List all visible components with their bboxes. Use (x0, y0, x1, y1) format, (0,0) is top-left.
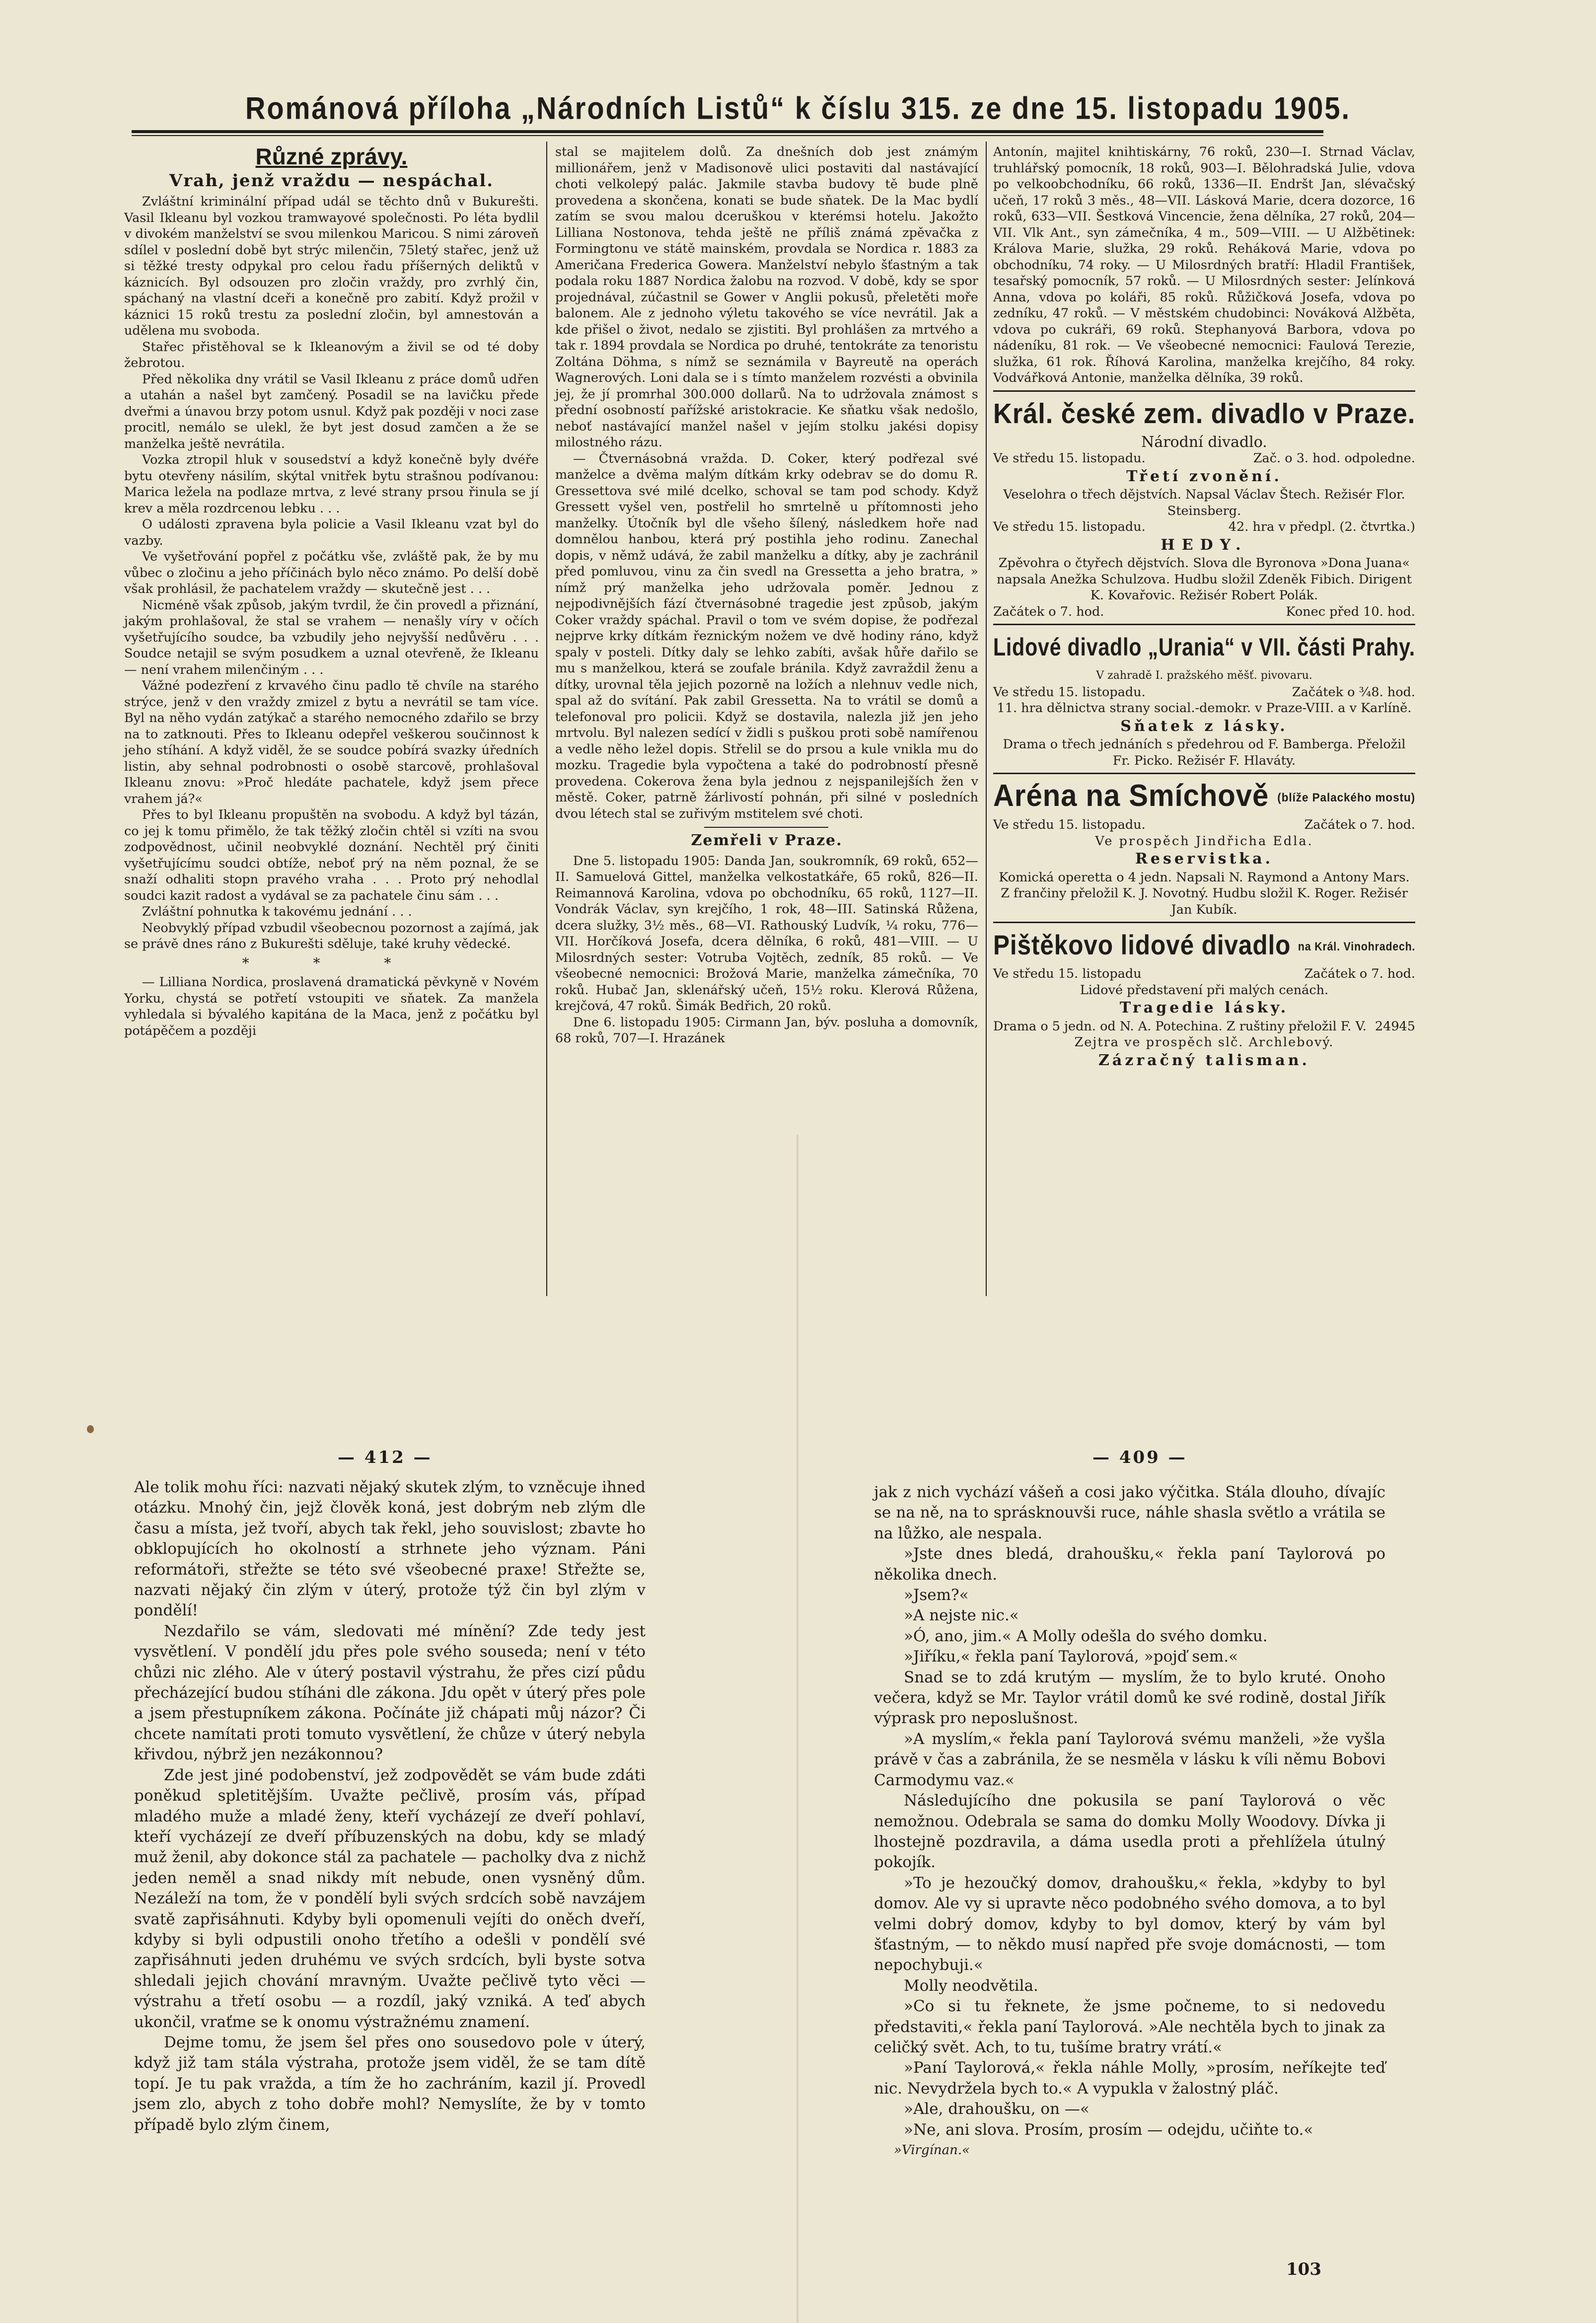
ad-code: 24945 (1375, 1018, 1415, 1034)
theatre-location: na Král. Vinohradech. (1298, 940, 1416, 954)
paragraph: Zvláštní kriminální případ udál se těchto dnů v Bukurešti. Vasil Ikleanu byl vozkou tramwayové společnosti. Po léta bydlil v divokém manželství se svou milenkou Maricou. S nimi zároveň sdílel v poslední době byt strýc milenčin, 75letý stařec, jenž už si těžké tresty odpykal pro celou řadu příšerných deliktů v káznicích. Byl odsouzen pro zločin vraždy, pro zvrhlý čin, spáchaný na vlastní dceři a konečně pro zabití. Když prožil v káznici 15 roků trestu za poslední zločin, byl amnestován a udělena mu svoboda. (124, 194, 539, 338)
paragraph: Dne 6. listopadu 1905: Cirmann Jan, býv. posluha a domovník, 68 roků, 707—I. Hrazánek (555, 1015, 978, 1046)
paragraph: Vozka ztropil hluk v sousedství a když konečně byly dvéře bytu otevřeny násilím, skýtal vnitřek bytu strašnou podívanou: Marica ležela na podlaze mrtva, z levé strany prsou řinula se jí krev a měla rozdrcenou lebku . . . (124, 452, 539, 516)
paragraph: — Čtvernásobná vražda. D. Coker, který podřezal své manželce a dvěma malým dítkám krky odebrav se do domu R. Gressettova své milé dcelko, schoval se tam pod schody. Když Gressett vyšel ven, postřelil ho smrtelně u přítomnosti jeho manželky. Útočník byl dle všeho šílený, následkem hoře nad domnělou hanbou, která prý postihla jeho rodinu. Zanechal dopis, v němž udává, že zabil manželku a dítky, aby je zachránil před pomluvou, vinu za čin svedl na Gressetta a jeho bratra, » nímž prý manželka jeho udržovala poměr. Jednou z nejpodivnějších fází čtvernásobné tragedie jest způsob, jakým Coker vraždy spáchal. Pravil o tom ve svém dopise, že podřezal nejprve krky dítkám řeznickým nožem ve dvě hodiny ráno, když spaly v posteli. Dítky daly se lehko zabíti, avšak hůře dařilo se mu s manželkou, která se zoufale bránila. Když zavraždil ženu a dítky, urovnal těla jejich pozorně na ložích a nlehnuv vedle nich, spal až do svítání. Pak zabil Gressetta. Na to vrátil se domů a telefonoval pro policii. Když se dostavila, nalezla již jen jeho mrtvolu. Byl nalezen sedící v židli s puškou proti sobě namířenou a vedle něho ležel dopis. Střelil se do prsou a kule vnikla mu do mozku. Tragedie byla vypočtena a také do podrobností přesně provedena. Cokerova žena byla jednou z nejspanilejších žen v městě. Coker, patrně žárlivostí pohnán, při silné v posledních dvou létech stal se zuřivým mstitelem své choti. (555, 451, 978, 821)
header-rule (132, 130, 1323, 133)
paragraph: O události zpravena byla policie a Vasil Ikleanu vzat byl do vazby. (124, 517, 539, 548)
divider (704, 827, 828, 828)
end-text: Konec před 10. hod. (1286, 604, 1415, 619)
theatre-subtitle: Národní divadlo. (1141, 433, 1267, 451)
section-separator-stars: * * * (242, 954, 421, 971)
paragraph: »Paní Taylorová,« řekla náhle Molly, »prosím, neříkejte teď nic. Nevydržela bych to.« A vypukla v žalostný pláč. (874, 2059, 1385, 2098)
article-title: Vrah, jenž vraždu — nespáchal. (169, 170, 494, 191)
play-description: Drama o 5 jedn. od N. A. Potechina. Z ruštiny přeložil F. V. (993, 1018, 1367, 1034)
program-line (993, 1018, 1415, 1035)
paragraph: jak z nich vychází vášeň a cosi jako výčitka. Stála dlouho, dívajíc se na ně, na to sprásknouvši ruce, náhle shasla světlo a vrátila se na lůžko, ale nespala. (874, 1483, 1385, 1542)
left-page-text (134, 1477, 646, 2135)
paragraph: »Ale, drahoušku, on —« (904, 2100, 1089, 2118)
right-page-number: — 409 — (1092, 1448, 1187, 1467)
column-divider-2 (986, 142, 987, 1296)
program-note: Lidové představení při malých cenách. (1080, 982, 1329, 998)
paragraph: Zde jest jiné podobenství, jež zodpovědět se vám bude zdáti poněkud spletitějším. Uvažte pečlivě, prosím vás, případ mladého muže a mladé ženy, kteří vycházejí ze dveří pohlaví, kteří vycházejí ze dveří příbuzenských na dobu, kdy se mladý muž ženil, aby dokonce stál za pachatele — pacholky dva z nichž jeden neměl a snad nikdy mít nebude, onen vysněný dům. Nezáleží na tom, že v pondělí byli svých srdcích sobě navzájem svatě zapřisáhnuti. Kdyby byli opomenuli vejíti do oněch dveří, kdyby si byli odpustili onoho třetího a odešli v pondělí své zapřisáhnuti jeden druhému ve svých srdcích, byli byste sotva shledali jejich chování mravným. Uvažte pečlivě tyto věci — výstrahu a třetí osobu — a rozdíl, jaký vzniká. A teď abych ukončil, vraťme se k onomu výstražnému znamení. (134, 1766, 646, 2031)
paragraph: Před několika dny vrátil se Vasil Ikleanu z práce domů udřen a utahán a našel byt zamčený. Posadil se na lavičku přede dveřmi a únavou brzy potom usnul. Když pak později v noci zase procitl, nemálo se ulekl, že byt jest dosud zamčen a že se manželka ještě nevrátila. (124, 371, 539, 451)
divider (993, 390, 1415, 392)
theatre-location: (blíže Palackého mostu) (1277, 791, 1416, 804)
paragraph: »Jiříku,« řekla paní Taylorová, »pojď sem.« (904, 1648, 1238, 1666)
left-page-number: — 412 — (338, 1448, 433, 1467)
paragraph: Stařec přistěhoval se k Ikleanovým a živil se od té doby žebrotou. (124, 339, 539, 370)
next-show-text: Zejtra ve prospěch slč. Archlebový. (1074, 1035, 1334, 1050)
paragraph: Přes to byl Ikleanu propuštěn na svobodu. A když byl tázán, co jej k tomu přimělo, že tak těžký zločin chtěl si vzíti na svou zodpovědnost, učinil neobvyklé doznání. Nechtěl prý činiti vyšetřujícímu soudci obtíže, neboť prý na něm poznal, že se snaží odhaliti stopn pravého vraha . . . Proto prý nehodlal soudci kazit radost a vydával se za pachatele činu sám . . . (124, 807, 539, 903)
ink-spot (87, 1425, 94, 1433)
program-line (993, 966, 1415, 982)
paragraph: Zvláštní pohnutka k takovému jednání . . . (142, 904, 412, 919)
page-fold (797, 1135, 798, 2323)
date-text: Ve středu 15. listopadu (993, 966, 1142, 981)
start-text: Začátek o 7. hod. (993, 604, 1104, 619)
paragraph: Ve vyšetřování popřel z počátku vše, zvláště pak, že by mu vůbec o zločinu a jeho příčinách bylo něco známo. Po delší době však prohlásil, že pachatelem vraždy — skutečně jest . . . (124, 549, 539, 596)
paragraph: Ale tolik mohu říci: nazvati nějaký skutek zlým, to vzněcuje ihned otázku. Mnohý čin, jejž člověk koná, jest dobrým neb zlým dle času a místa, jež tvoří, abych tak řekl, jeho souvislost; zbavte ho obklopujících ho okolností a strhnete jeho význam. Páni reformátoři, střežte se této své všeobecné praxe! Střežte se, nazvati nějaký čin zlým v úterý, protože týž čin byl zlým v pondělí! (134, 1478, 646, 1620)
paragraph: Nicméně však způsob, jakým tvrdil, že čin provedl a přiznání, jakým prohlašoval, že stal se vrahem — nenašly víry v očích vyšetřujícího soudce, ba vzbudily jeho nejvyšší nedůvěru . . . Soudce netajil se svým posudkem a uznal otevřeně, že Ikleanu — není vrahem milenčiným . . . (124, 597, 539, 677)
paragraph: Nezdařilo se vám, sledovati mé mínění? Zde tedy jest vysvětlení. V pondělí jdu přes pole svého souseda; není v této chůzi nic zlého. Ale v úterý postavil výstrahu, že přes cizí půdu přecházející budou stíháni dle zákona. Jdu opět v úterý přes pole a jsem přestupníkem zákona. Počínáte již chápati můj názor? Či chcete namítati proti tomuto vysvětlení, že chůze v úterý nebyla křivdou, nýbrž jen nezákonnou? (134, 1622, 646, 1764)
play-description: Zpěvohra o čtyřech dějstvích. Slova dle Byronova »Dona Juana« napsala Anežka Schulzova. Hudbu složil Zdeněk Fibich. Dirigent K. Kovařovic. Režisér Robert Polák. (997, 556, 1412, 603)
date-text: Ve středu 15. listopadu. (993, 684, 1146, 700)
paragraph: »Jste dnes bledá, drahoušku,« řekla paní Taylorová po několika dnech. (874, 1545, 1385, 1584)
paragraph: Vážné podezření z krvavého činu padlo tě chvíle na starého strýce, jenž v den vraždy zmizel z bytu a nevrátil se tam více. Byl na něho vydán zatýkač a starého nemocného zdařilo se brzy na to zatknouti. Přes to Ikleanu odepřel veškerou součinnost k jeho stíhání. A když viděl, že se soudce pobírá svazky úředních listin, aby sehnal podrobnosti o osobě starcově, prohlašoval Ikleanu znovu: »Proč hledáte pachatele, když jsem přece vrahem já?« (124, 678, 539, 806)
subscription-text: 42. hra v předpl. (2. čtvrtka.) (1228, 519, 1415, 534)
paragraph: »A nejste nic.« (904, 1606, 1019, 1625)
paragraph: »Ó, ano, jim.« A Molly odešla do svého domku. (904, 1627, 1268, 1645)
theatre-title: Lidové divadlo „Urania“ v VII. části Prahy. (993, 633, 1416, 661)
paragraph: »A myslím,« řekla paní Taylorová svému manželi, »že vyšla právě v čas a zabránila, že se nesměla v lásku k víli němu Bobovi Carmodymu vaz.« (874, 1730, 1385, 1789)
program-note: 11. hra dělnictva strany social.-demokr. v Praze-VIII. a v Karlíně. (997, 701, 1412, 716)
theatre-title: Král. české zem. divadlo v Praze. (993, 397, 1416, 430)
divider (993, 922, 1415, 923)
theatre-title: Pištěkovo lidové divadlo (993, 929, 1291, 960)
program-line (993, 604, 1415, 620)
date-text: Ve středu 15. listopadu. (993, 519, 1146, 534)
time-text: Začátek o 7. hod. (1304, 817, 1415, 832)
paragraph: Dejme tomu, že jsem šel přes ono sousedovo pole v úterý, když již tam stála výstraha, protože jsem viděl, že se tam dítě topí. Je tu pak vražda, a tím že ho zachráním, kazil jí. Provedl jsem zlo, abych z toho dobře mohl? Nemyslíte, že by v tomto případě bylo zlým činem, (134, 2033, 646, 2134)
divider (993, 624, 1415, 625)
paragraph: »To je hezoučký domov, drahoušku,« řekla, »kdyby to byl domov. Ale vy si upravte něco podobného svého domova, a to byl velmi dobrý domov, kdyby to byl domov, který by vám byl šťastným, — to někdo musí napřed pře svoje domácnosti, — tom nepochybuji.« (874, 1874, 1385, 1974)
signature: »Virgínan.« (894, 2143, 970, 2158)
program-line (993, 450, 1415, 467)
section-title: Různé zprávy. (255, 144, 408, 169)
column-3 (993, 144, 1415, 1071)
play-title: Sňatek z lásky. (1120, 717, 1288, 735)
program-line (993, 817, 1415, 833)
column-divider-1 (546, 142, 547, 1296)
paragraph: Následujícího dne pokusila se paní Taylorová o věc nemožnou. Odebrala se sama do domku Molly Woodovy. Dívka ji lhostejně pozdravila, a dáma usedla proti a přehlížela útulný pokojík. (874, 1792, 1385, 1872)
next-play-title: Zázračný talisman. (1098, 1051, 1310, 1069)
column-2 (555, 144, 978, 1047)
supplement-header: Románová příloha „Národních Listů“ k číslu 315. ze dne 15. listopadu 1905. (245, 90, 1351, 126)
article-body (124, 194, 539, 952)
theatre-subtitle: V zahradě I. pražského měšť. pivovaru. (1096, 669, 1312, 682)
play-title: Tragedie lásky. (1119, 999, 1289, 1016)
play-description: Komická operetta o 4 jedn. Napsali N. Raymond a Antony Mars. Z frančiny přeložil K. J. Novotný. Hudbu složil K. Roger. Režisér Jan Kubík. (999, 870, 1410, 917)
theatre-title-row (993, 779, 1416, 813)
paragraph: Antonín, majitel knihtiskárny, 76 roků, 230—I. Strnad Václav, truhlářský pomocník, 18 roků, 903—I. Bělohradská Julie, vdova po velkoobchodníku, 66 roků, 1336—II. Endršt Jan, slévačský učeň, 17 roků 3 měs., 48—VII. Lásková Marie, dcera dozorce, 16 roků, 633—VII. Šestková Vincencie, žena dělníka, 27 roků, 204—VII. Vlk Ant., syn zámečníka, 4 m., 509—VIII. — U Alžbětinek: Králova Marie, služka, 29 roků. Reháková Marie, vdova po obchodníku, 74 roky. — U Milosrdných bratří: Hladil František, tesařský pomocník, 57 roků. — U Milosrdných sester: Jelínková Anna, vdova po koláři, 85 roků. Růžičková Josefa, vdova po zedníku, 47 roků. — V městském chudobinci: Nováková Alžběta, vdova po cukráři, 69 roků. Stephanyová Barbora, vdova po nádeníku, 81 rok. — Ve všeobecné nemocnici: Faulová Terezie, služka, 61 rok. Říhová Karolina, manželka krejčího, 84 roky. Vodvářková Antonie, manželka dělníka, 39 roků. (993, 145, 1415, 385)
header-rule-thin (132, 135, 1323, 136)
play-title: HEDY. (1161, 536, 1248, 554)
paragraph: — Lilliana Nordica, proslavená dramatická pěvkyně v Novém Yorku, chystá se potřetí vstoupiti ve sňatek. Za manžela vyhledala si bývalého kapitána de la Maca, jenž z počátku byl potápěčem a později (124, 975, 539, 1038)
paragraph: Neobvyklý případ vzbudil všeobecnou pozornost a zajímá, jak se právě dnes ráno z Bukurešti sděluje, také kruhy vědecké. (124, 920, 539, 951)
play-title: Reservistka. (1135, 850, 1274, 868)
divider (993, 773, 1415, 774)
benefit-text: Ve prospěch Jindřicha Edla. (1095, 833, 1313, 849)
date-text: Ve středu 15. listopadu. (993, 817, 1146, 832)
paragraph: Snad se to zdá krutým — myslím, že to bylo kruté. Onoho večera, když se Mr. Taylor vrátil domů ke své rodině, dostal Jiřík výprask pro neposlušnost. (874, 1668, 1385, 1728)
paragraph: Molly neodvětila. (904, 1976, 1038, 1995)
time-text: Začátek o 7. hod. (1304, 966, 1415, 981)
time-text: Začátek o ¾8. hod. (1292, 684, 1415, 700)
play-description: Veselohra o třech dějstvích. Napsal Václav Štech. Režisér Flor. Steinsberg. (1003, 487, 1405, 518)
program-line (993, 684, 1415, 701)
play-title: Třetí zvonění. (1126, 467, 1282, 485)
paragraph: »Jsem?« (904, 1586, 969, 1604)
program-line (993, 519, 1415, 535)
time-text: Zač. o 3. hod. odpoledne. (1253, 451, 1415, 466)
paragraph: »Co si tu řeknete, že jsme počneme, to si nedovedu představiti,« řekla paní Taylorová. »Ale nechtěla bych to jinak za celičký svět. Ach, to tu, tušíme bratry vrátí.« (874, 1997, 1385, 2056)
column-1 (124, 146, 539, 1039)
play-description: Drama o třech jednáních s předehrou od F. Bamberga. Přeložil Fr. Picko. Režisér F. Hlaváty. (1003, 737, 1406, 768)
paragraph: Dne 5. listopadu 1905: Danda Jan, soukromník, 69 roků, 652—II. Samuelová Gittel, manželka velkostatkáře, 65 roků, 826—II. Reimannová Karolina, vdova po obchodníku, 65 roků, 1127—II. Vondrák Václav, syn krejčího, 1 rok, 48—III. Satinská Růžena, dcera služky, 3½ měs., 68—VI. Rathouský Ludvík, ¼ roku, 776—VII. Horčíková Josefa, dcera dělníka, 6 roků, 481—VIII. — U Milosrdných sester: Votruba Vojtěch, zedník, 85 roků. — Ve všeobecné nemocnici: Brožová Marie, manželka zámečníka, 70 roků. Hubač Jan, sklenářský učeň, 15½ roku. Klerová Růžena, krejčová, 47 roků. Šimák Bedřich, 20 roků. (555, 853, 978, 1014)
page-number-bottom: 103 (1286, 2259, 1321, 2279)
theatre-title: Aréna na Smíchově (993, 779, 1269, 813)
paragraph: stal se majitelem dolů. Za dnešních dob jest známým millionářem, jenž v Madisonově ulici postaviti dal nastávající choti velkolepý palác. Jakmile stavba budovy tě bude plně provedena a skončena, konati se bude sňatek. De la Mac bydlí zatím se svou malou dceruškou v kterémsi hotelu. Jakožto Lilliana Nostonova, tehda ještě ne příliš známá zpěvačka z Formingtonu ve státě mainském, provdala se Nordica r. 1883 za Američana Frederica Gowera. Manželství nebylo šťastným a tak podala roku 1887 Nordica žalobu na rozvod. V době, kdy se spor projednával, zúčastnil se Gower v Anglii pokusů, přeletěti moře balonem. Ale z jednoho výletu takového se více nevrátil. Jak a kde přišel o život, nedalo se zjistiti. Byl prohlášen za mrtvého a tak r. 1894 provdala se Nordica po druhé, tentokráte za tenoristu Zoltána Döhma, s nímž se seznámila v Bayreutě na operách Wagnerových. Loni dala se i s tímto manželem rozvésti a obvinila jej, že jí promrhal 300.000 dollarů. Na to udržovala známost s přední osobností pařížské aristokracie. Ke sňatku však nedošlo, neboť nastávající manžel našel v jejím stolku jakési dopisy milostného rázu. (555, 145, 978, 450)
deaths-title: Zemřeli v Praze. (691, 832, 843, 849)
theatre-title-row (993, 928, 1416, 962)
right-page-text (874, 1482, 1385, 2161)
paragraph: »Ne, ani slova. Prosím, prosím — odejdu, učiňte to.« (904, 2120, 1313, 2139)
date-text: Ve středu 15. listopadu. (993, 451, 1146, 466)
